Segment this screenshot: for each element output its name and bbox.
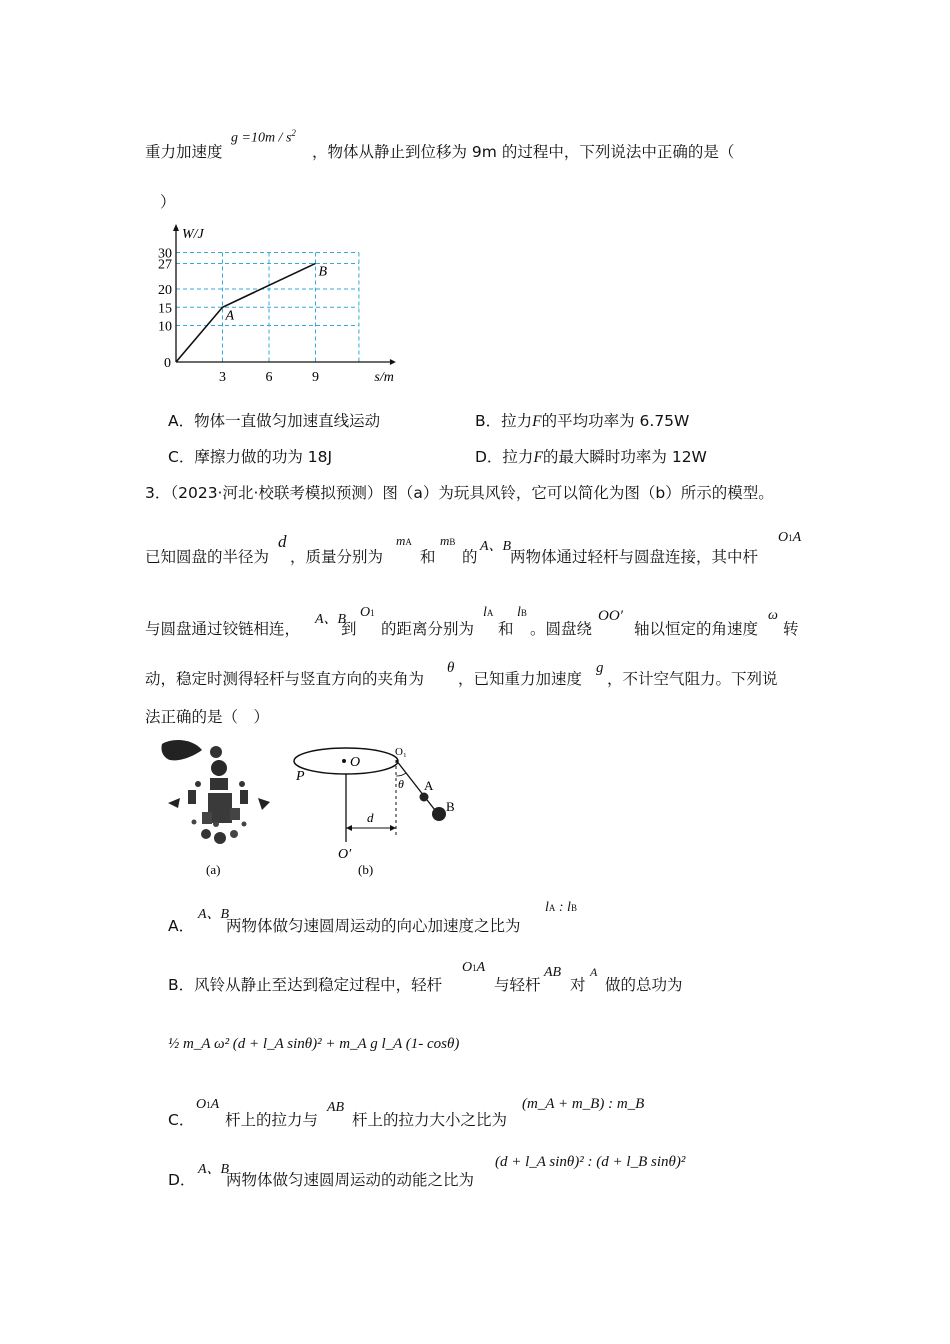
- wind-chime-figure: [158, 738, 488, 883]
- q3-opt-b-O1A: O1A: [462, 960, 486, 975]
- q3-line3: 与圆盘通过铰链相连，: [145, 620, 301, 638]
- q3-line2-b: ，质量分别为: [290, 548, 384, 566]
- q3-opt-d-formula: (d + l_A sinθ)² : (d + l_B sinθ)²: [495, 1154, 686, 1170]
- label-d: d: [367, 810, 374, 825]
- q3-line3-d: 和: [498, 620, 514, 638]
- caption-b: (b): [358, 862, 374, 877]
- q3-opt-b-text3: 做的总功为: [605, 976, 683, 994]
- q3-omega: ω: [768, 608, 778, 623]
- q3-line4-c: ，不计空气阻力。下列说: [607, 670, 778, 688]
- q3-option-d: D．: [168, 1171, 196, 1189]
- q3-option-a: A．: [168, 917, 195, 935]
- label-theta: θ: [398, 777, 404, 791]
- ball-B: [432, 807, 446, 821]
- q3-opt-c-text2: 杆上的拉力大小之比为: [352, 1111, 508, 1129]
- q3-O1A: O1A: [778, 530, 802, 545]
- x-tick-9: 9: [312, 370, 319, 385]
- y-axis-label: W/J: [182, 227, 204, 242]
- q3-g: g: [596, 660, 604, 676]
- q2-option-b: B．拉力F的平均功率为 6.75W: [475, 412, 690, 430]
- q3-line2-d: 的: [462, 548, 478, 566]
- q2-option-a: A．物体一直做匀加速直线运动: [168, 412, 381, 430]
- q2-option-d: D．拉力F的最大瞬时功率为 12W: [475, 448, 707, 466]
- q3-line3-c: 的距离分别为: [381, 620, 475, 638]
- x-axis-arrow: [390, 359, 396, 365]
- y-tick-15: 15: [158, 301, 172, 317]
- point-A-label: A: [225, 308, 235, 324]
- q3-line2-e: 两物体通过轻杆与圆盘连接，其中杆: [510, 548, 759, 566]
- q2-line1: [145, 140, 223, 162]
- point-B-label: B: [318, 264, 328, 280]
- label-O1: O₁: [395, 746, 407, 758]
- y-tick-20: 20: [158, 283, 172, 298]
- q3-line3-b: 到: [341, 620, 357, 638]
- q3-opt-c-text1: 杆上的拉力与: [225, 1111, 319, 1129]
- q3-opt-a-AB: A、B: [198, 907, 230, 922]
- q3-line4: 动，稳定时测得轻杆与竖直方向的夹角为: [145, 670, 425, 688]
- q3-opt-d-AB: A、B: [198, 1162, 230, 1177]
- toy-wind-chime-photo: [161, 740, 270, 844]
- q3-opt-c-AB: AB: [327, 1100, 345, 1115]
- q3-mB: mB: [440, 533, 456, 548]
- label-Oprime: O′: [338, 847, 352, 862]
- q3-opt-a-text: 两物体做匀速圆周运动的向心加速度之比为: [226, 917, 521, 935]
- q3-line3-e: 。圆盘绕: [530, 620, 593, 638]
- q3-opt-b-A: A: [590, 965, 598, 979]
- q3-line4-b: ，已知重力加速度: [458, 670, 583, 688]
- caption-a: (a): [206, 862, 221, 877]
- y-tick-30: 30: [158, 246, 172, 262]
- q3-l3-O1: O1: [360, 605, 375, 620]
- q3-opt-c-formula: (m_A + m_B) : m_B: [522, 1096, 645, 1112]
- q3-mA: mA: [396, 533, 412, 548]
- x-tick-3: 3: [219, 370, 226, 385]
- q3-AB: A、B: [480, 539, 512, 554]
- q3-line3-f: 轴以恒定的角速度: [634, 620, 759, 638]
- work-displacement-chart: [150, 222, 410, 387]
- q3-line3-g: 转: [783, 620, 799, 638]
- q2-g-formula: $g =10m / s^2$: [231, 128, 296, 146]
- q3-option-b: B．风铃从静止至达到稳定过程中，轻杆: [168, 976, 443, 994]
- q3-opt-b-text2: 对: [570, 976, 586, 994]
- x-axis-label: s/m: [374, 370, 394, 385]
- q3-opt-a-ratio: lA : lB: [545, 900, 577, 915]
- q3-lB: lB: [517, 605, 527, 620]
- q3-opt-b-text1: 与轻杆: [494, 976, 541, 994]
- q3-line5: 法正确的是（ ）: [145, 708, 270, 726]
- y-axis-arrow: [173, 224, 179, 231]
- work-line: [176, 263, 316, 362]
- q3-l3-AB: A、B: [315, 612, 347, 627]
- q3-opt-b-AB: AB: [544, 965, 562, 980]
- origin-label: 0: [164, 356, 171, 371]
- q3-theta: θ: [447, 660, 455, 676]
- q3-option-c: C．: [168, 1111, 195, 1129]
- label-P: P: [296, 769, 305, 784]
- ball-A: [420, 793, 429, 802]
- y-tick-10: 10: [158, 319, 172, 335]
- q2-line1-suffix: ，物体从静止到位移为 9m 的过程中，下列说法中正确的是（: [312, 143, 735, 161]
- q3-opt-b-formula: ½ m_A ω² (d + l_A sinθ)² + m_A g l_A (1- cosθ): [168, 1036, 460, 1052]
- q3-opt-d-text: 两物体做匀速圆周运动的动能之比为: [226, 1171, 475, 1189]
- label-O: O: [350, 755, 361, 770]
- q2-option-c: C．摩擦力做的功为 18J: [168, 448, 333, 466]
- q2-line1-prefix: 重力加速度: [145, 143, 223, 161]
- x-tick-6: 6: [265, 370, 273, 385]
- label-B: B: [446, 799, 455, 814]
- q2-line2: ）: [160, 193, 176, 211]
- q3-line2-c: 和: [420, 548, 436, 566]
- q3-line2: 已知圆盘的半径为: [145, 548, 270, 566]
- q3-OO: OO′: [598, 608, 623, 624]
- q3-d: d: [278, 532, 287, 551]
- q3-lA: lA: [483, 605, 494, 620]
- y-tick-27: 27: [158, 257, 172, 273]
- q3-intro: 3．（2023·河北·校联考模拟预测）图（a）为玩具风铃，它可以简化为图（b）所示的模型。: [145, 484, 774, 502]
- center-dot: [342, 759, 346, 763]
- label-A: A: [424, 778, 434, 793]
- q3-opt-c-O1A: O1A: [196, 1097, 220, 1112]
